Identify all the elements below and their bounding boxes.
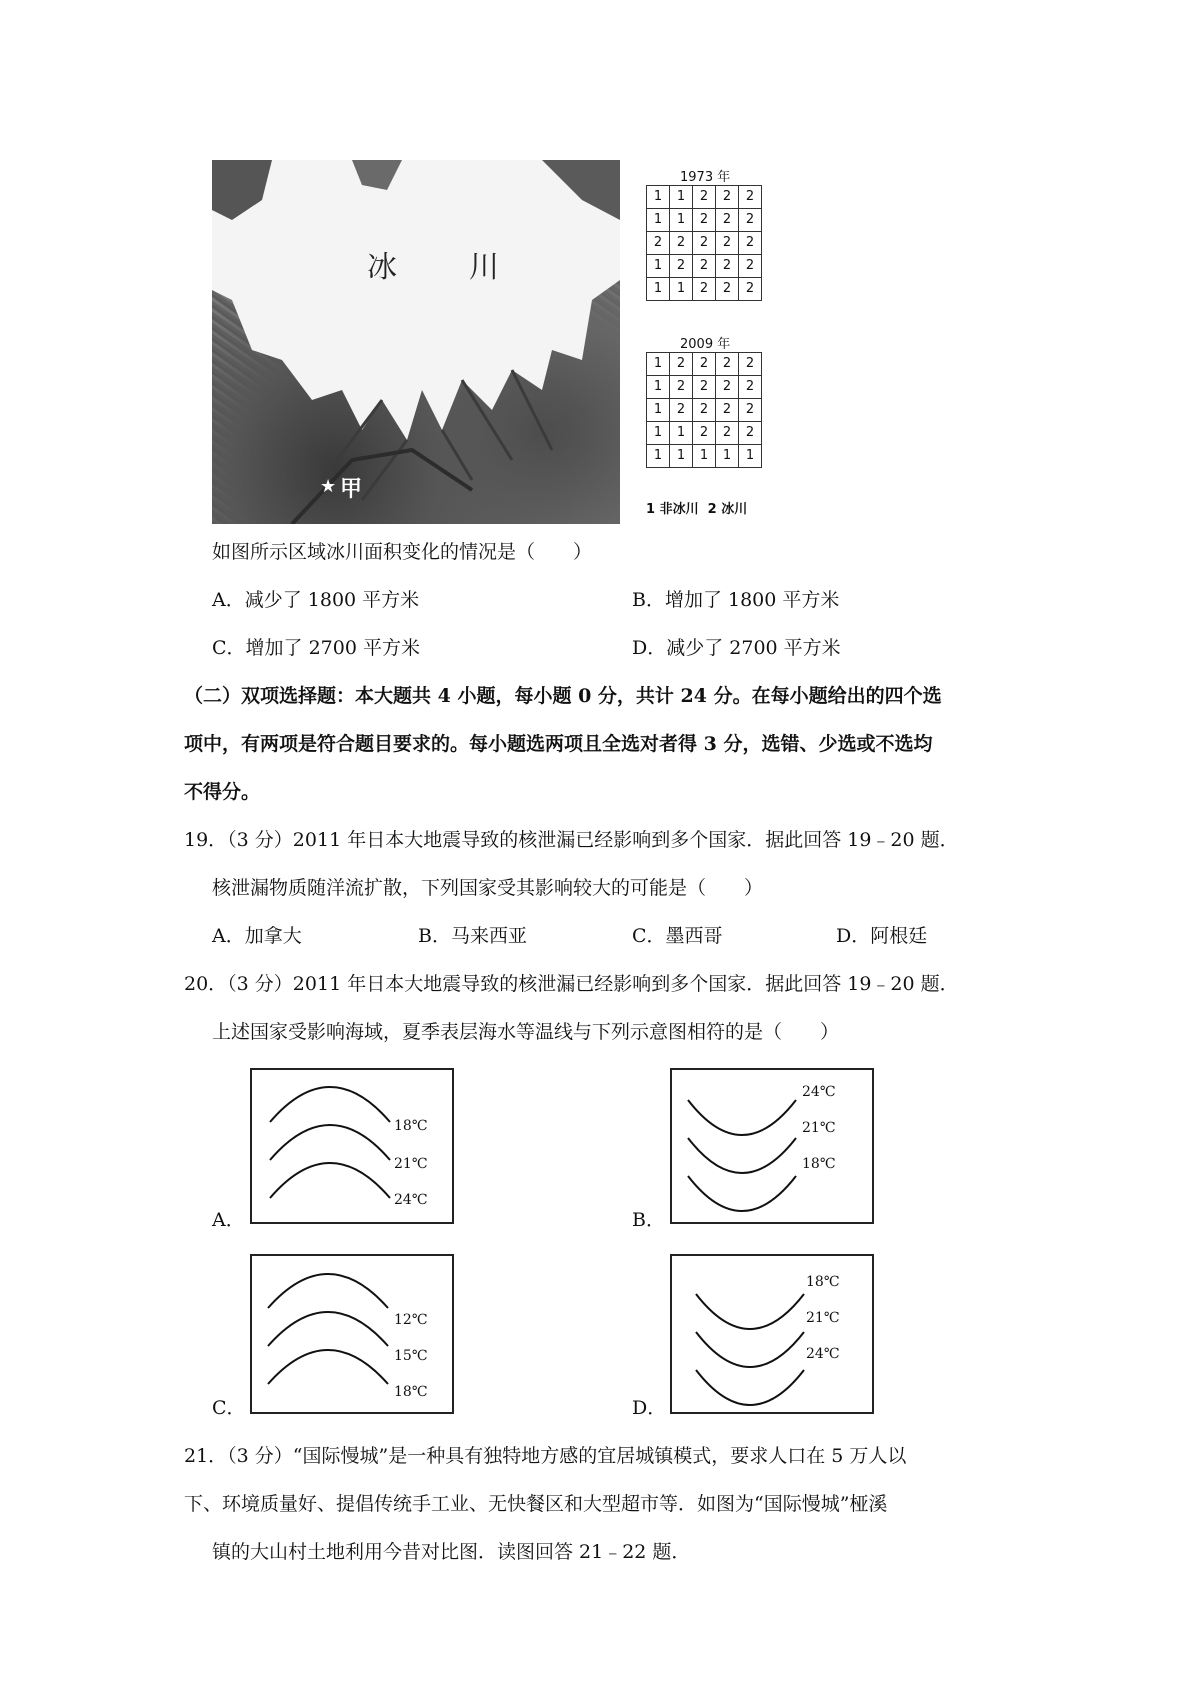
q20-line1: 20．（3 分）2011 年日本大地震导致的核泄漏已经影响到多个国家．据此回答 19﹣20 题．	[184, 973, 959, 995]
location-label: 甲	[340, 477, 363, 502]
grid-2009-cell: 2	[739, 353, 762, 376]
section2-line2: 项中，有两项是符合题目要求的。每小题选两项且全选对者得 3 分，选错、少选或不选均	[184, 733, 933, 755]
q20-diagram-c-label: C．	[212, 1397, 246, 1419]
grid-1973-cell: 2	[647, 232, 670, 255]
grid-1973-cell: 2	[693, 278, 716, 301]
q18-option-c: C．增加了 2700 平方米	[212, 637, 420, 659]
q19-line2: 核泄漏物质随洋流扩散，下列国家受其影响较大的可能是（ ）	[212, 877, 764, 899]
grid-2009-cell: 1	[647, 376, 670, 399]
q19-option-b: B．马来西亚	[418, 925, 527, 947]
q20-diagram-a-label: A．	[212, 1209, 245, 1231]
grid-2009-cell: 2	[716, 399, 739, 422]
isotherm-label: 18℃	[802, 1156, 836, 1172]
grid-1973-cell: 1	[647, 186, 670, 209]
grid-1973-cell: 2	[693, 209, 716, 232]
q20-diagram-b	[670, 1068, 874, 1224]
grid-1973-row	[647, 232, 762, 255]
grid-2009-cell: 2	[739, 399, 762, 422]
grid-1973-row	[647, 186, 762, 209]
grid-2009-year-label: 2009 年	[680, 337, 731, 352]
grid-2009-cell: 1	[647, 399, 670, 422]
q20-line2: 上述国家受影响海域，夏季表层海水等温线与下列示意图相符的是（ ）	[212, 1021, 840, 1043]
isotherm-label: 21℃	[394, 1156, 428, 1172]
grid-1973-cell: 2	[693, 255, 716, 278]
isotherm-label: 15℃	[394, 1348, 428, 1364]
grid-2009-cell: 2	[693, 399, 716, 422]
q21-line1: 21．（3 分）“国际慢城”是一种具有独特地方感的宜居城镇模式，要求人口在 5 万人以	[184, 1445, 907, 1467]
grid-2009-cell: 2	[670, 399, 693, 422]
isotherm-label: 18℃	[394, 1384, 428, 1400]
q18-option-a: A．减少了 1800 平方米	[212, 589, 420, 611]
grid-2009-cell: 2	[739, 376, 762, 399]
grid-1973-cell: 1	[647, 209, 670, 232]
grid-1973-year-label: 1973 年	[680, 170, 731, 185]
grid-2009-cell: 2	[739, 422, 762, 445]
grid-2009-row	[647, 399, 762, 422]
grid-1973-cell: 2	[739, 232, 762, 255]
isotherm-label: 18℃	[806, 1274, 840, 1290]
grid-legend: 1 非冰川 2 冰川	[646, 502, 748, 517]
q18-option-d: D．减少了 2700 平方米	[632, 637, 841, 659]
section2-line1: （二）双项选择题：本大题共 4 小题，每小题 0 分，共计 24 分。在每小题给出的四个选	[184, 685, 942, 707]
glacier-satellite-image	[212, 160, 620, 524]
q21-line3: 镇的大山村土地利用今昔对比图．读图回答 21﹣22 题．	[212, 1541, 691, 1563]
q20-diagram-d	[670, 1254, 874, 1414]
grid-1973-cell: 2	[716, 255, 739, 278]
q19-line1: 19．（3 分）2011 年日本大地震导致的核泄漏已经影响到多个国家．据此回答 19﹣20 题．	[184, 829, 959, 851]
grid-1973-cell: 1	[670, 278, 693, 301]
grid-2009-cell: 2	[693, 422, 716, 445]
grid-2009-cell: 2	[693, 376, 716, 399]
grid-2009-cell: 1	[670, 445, 693, 468]
q19-option-d: D．阿根廷	[836, 925, 928, 947]
q18-stem: 如图所示区域冰川面积变化的情况是（ ）	[212, 541, 593, 563]
grid-1973-cell: 2	[739, 278, 762, 301]
grid-2009-cell: 1	[716, 445, 739, 468]
isotherm-label: 24℃	[802, 1084, 836, 1100]
grid-1973-cell: 2	[739, 255, 762, 278]
grid-1973-cell: 2	[693, 186, 716, 209]
star-marker-icon: ★	[320, 476, 337, 497]
grid-1973-cell: 2	[716, 232, 739, 255]
grid-2009-row	[647, 353, 762, 376]
grid-2009-row	[647, 445, 762, 468]
grid-2009-cell: 2	[716, 353, 739, 376]
grid-1973-cell: 1	[647, 278, 670, 301]
grid-2009-cell: 1	[647, 422, 670, 445]
q19-option-a: A．加拿大	[212, 925, 302, 947]
grid-2009-cell: 2	[670, 376, 693, 399]
grid-1973-cell: 1	[670, 186, 693, 209]
grid-1973-cell: 2	[670, 232, 693, 255]
grid-2009-cell: 2	[693, 353, 716, 376]
grid-1973-cell: 1	[647, 255, 670, 278]
q21-line2: 下、环境质量好、提倡传统手工业、无快餐区和大型超市等．如图为“国际慢城”桠溪	[184, 1493, 888, 1515]
grid-1973-cell: 2	[693, 232, 716, 255]
isotherm-label: 24℃	[806, 1346, 840, 1362]
grid-1973-cell: 2	[716, 278, 739, 301]
grid-1973-row	[647, 255, 762, 278]
q19-option-c: C．墨西哥	[632, 925, 723, 947]
isotherm-label: 21℃	[806, 1310, 840, 1326]
grid-2009-cell: 1	[693, 445, 716, 468]
isotherm-label: 24℃	[394, 1192, 428, 1208]
q20-diagram-b-label: B．	[632, 1209, 665, 1231]
grid-2009-cell: 1	[647, 353, 670, 376]
grid-2009-cell: 1	[670, 422, 693, 445]
q20-diagram-a	[250, 1068, 454, 1224]
grid-1973-cell: 2	[716, 186, 739, 209]
q18-option-b: B．增加了 1800 平方米	[632, 589, 840, 611]
grid-2009-cell: 2	[716, 422, 739, 445]
grid-1973-row	[647, 278, 762, 301]
glacier-label: 冰 川	[367, 250, 503, 285]
grid-2009	[646, 352, 762, 468]
grid-2009-cell: 2	[716, 376, 739, 399]
grid-2009-row	[647, 422, 762, 445]
grid-1973-cell: 2	[670, 255, 693, 278]
grid-2009-row	[647, 376, 762, 399]
grid-1973-cell: 2	[739, 186, 762, 209]
isotherm-label: 21℃	[802, 1120, 836, 1136]
grid-1973-row	[647, 209, 762, 232]
q20-diagram-c	[250, 1254, 454, 1414]
grid-2009-cell: 2	[670, 353, 693, 376]
isotherm-label: 12℃	[394, 1312, 428, 1328]
grid-1973-cell: 2	[716, 209, 739, 232]
grid-2009-cell: 1	[647, 445, 670, 468]
grid-1973-cell: 1	[670, 209, 693, 232]
q20-diagram-d-label: D．	[632, 1397, 667, 1419]
grid-2009-cell: 1	[739, 445, 762, 468]
section2-line3: 不得分。	[184, 781, 261, 803]
grid-1973-cell: 2	[739, 209, 762, 232]
grid-1973	[646, 185, 762, 301]
isotherm-label: 18℃	[394, 1118, 428, 1134]
